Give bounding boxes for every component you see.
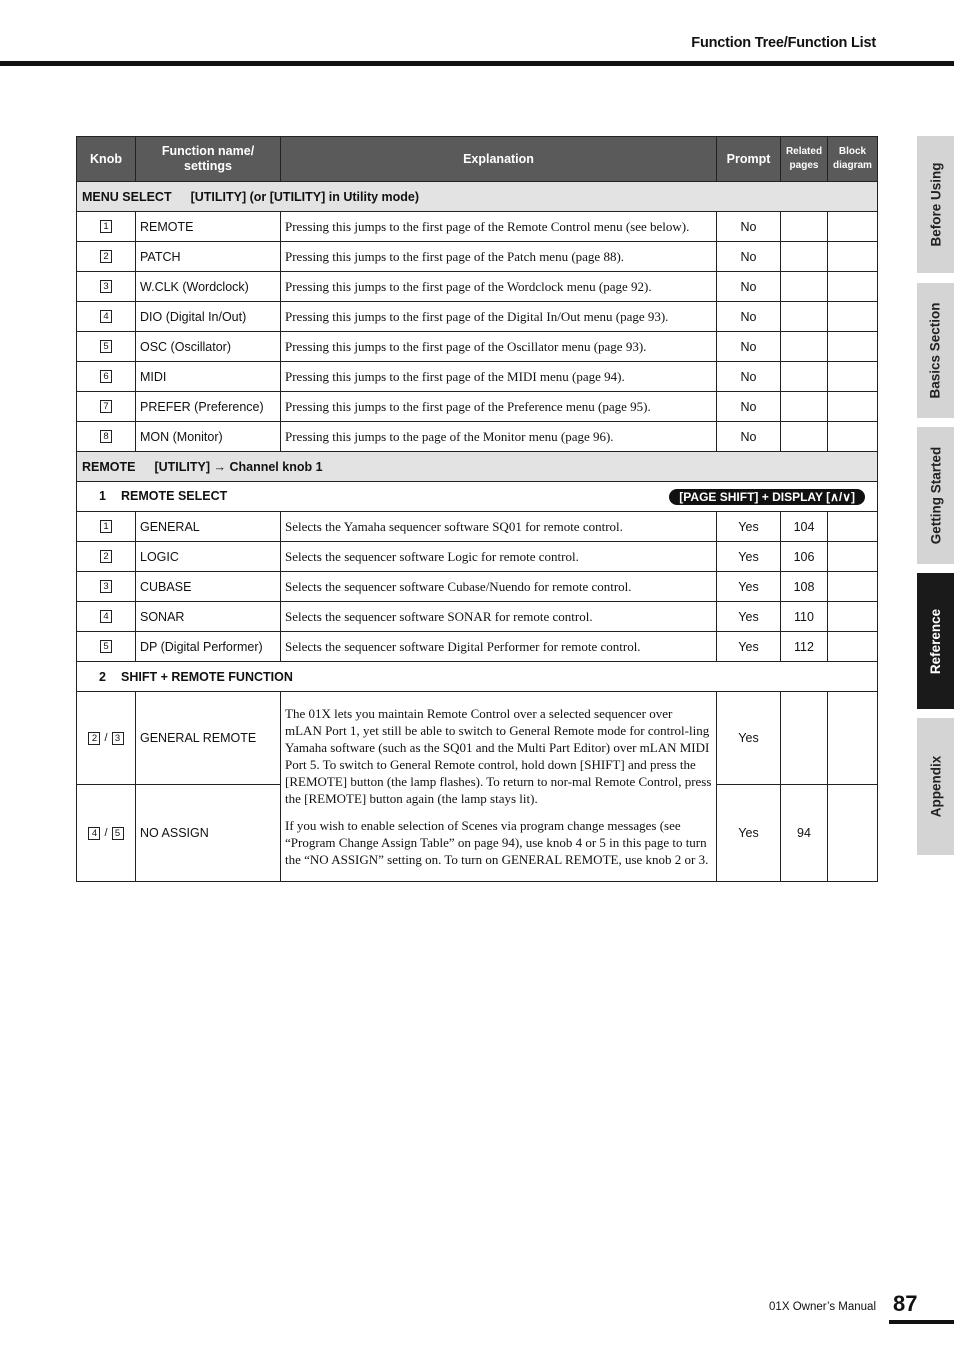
subsection-title: REMOTE SELECT bbox=[121, 488, 228, 503]
block-diagram bbox=[828, 785, 878, 882]
knob-number: 4 bbox=[88, 827, 100, 840]
section-row bbox=[77, 452, 878, 482]
prompt: No bbox=[717, 212, 781, 242]
col-related-pages: Related pages bbox=[781, 137, 828, 182]
section-title: REMOTE bbox=[82, 459, 136, 474]
related-pages bbox=[781, 392, 828, 422]
block-diagram bbox=[828, 302, 878, 332]
related-pages: 104 bbox=[781, 512, 828, 542]
page-header-title: Function Tree/Function List bbox=[691, 35, 876, 51]
table-row bbox=[77, 632, 878, 662]
prompt: Yes bbox=[717, 692, 781, 785]
function-name: CUBASE bbox=[136, 572, 281, 602]
tab-getting-started[interactable]: Getting Started bbox=[917, 427, 954, 564]
knob-number: 6 bbox=[100, 370, 112, 383]
related-pages: 108 bbox=[781, 572, 828, 602]
prompt: Yes bbox=[717, 542, 781, 572]
related-pages: 106 bbox=[781, 542, 828, 572]
related-pages: 94 bbox=[781, 785, 828, 882]
knob-number: 7 bbox=[100, 400, 112, 413]
section-row bbox=[77, 182, 878, 212]
explanation: Selects the sequencer software Cubase/Nuendo for remote control. bbox=[281, 572, 717, 602]
related-pages bbox=[781, 212, 828, 242]
function-name: NO ASSIGN bbox=[136, 785, 281, 882]
tab-appendix[interactable]: Appendix bbox=[917, 718, 954, 855]
block-diagram bbox=[828, 632, 878, 662]
knob-number: 5 bbox=[100, 640, 112, 653]
function-name: GENERAL REMOTE bbox=[136, 692, 281, 785]
block-diagram bbox=[828, 512, 878, 542]
col-knob: Knob bbox=[77, 137, 136, 182]
knob-number: 1 bbox=[100, 220, 112, 233]
function-name: GENERAL bbox=[136, 512, 281, 542]
prompt: Yes bbox=[717, 632, 781, 662]
col-explanation: Explanation bbox=[281, 137, 717, 182]
function-name: DP (Digital Performer) bbox=[136, 632, 281, 662]
subsection-row bbox=[77, 482, 878, 512]
subsection-row bbox=[77, 662, 878, 692]
explanation: Pressing this jumps to the first page of the Oscillator menu (page 93). bbox=[281, 332, 717, 362]
page-number: 87 bbox=[893, 1291, 918, 1316]
col-block-diagram: Block diagram bbox=[828, 137, 878, 182]
prompt: No bbox=[717, 362, 781, 392]
header-rule bbox=[0, 61, 954, 66]
explanation: Pressing this jumps to the first page of the Wordclock menu (page 92). bbox=[281, 272, 717, 302]
table-row bbox=[77, 422, 878, 452]
footer-rule bbox=[889, 1320, 954, 1324]
block-diagram bbox=[828, 272, 878, 302]
explanation: Selects the Yamaha sequencer software SQ01 for remote control. bbox=[281, 512, 717, 542]
table-row bbox=[77, 602, 878, 632]
prompt: Yes bbox=[717, 572, 781, 602]
related-pages bbox=[781, 332, 828, 362]
related-pages bbox=[781, 272, 828, 302]
related-pages bbox=[781, 692, 828, 785]
block-diagram bbox=[828, 692, 878, 785]
explanation: Pressing this jumps to the first page of the Digital In/Out menu (page 93). bbox=[281, 302, 717, 332]
function-name: MIDI bbox=[136, 362, 281, 392]
key-combo-badge: [PAGE SHIFT] + DISPLAY [∧/∨] bbox=[669, 489, 865, 505]
knob-number: 4 bbox=[100, 310, 112, 323]
subsection-number: 2 bbox=[99, 669, 106, 684]
section-title: MENU SELECT bbox=[82, 189, 172, 204]
related-pages bbox=[781, 242, 828, 272]
block-diagram bbox=[828, 542, 878, 572]
knob-number: 4 bbox=[100, 610, 112, 623]
prompt: Yes bbox=[717, 512, 781, 542]
prompt: No bbox=[717, 332, 781, 362]
knob-number: 2 bbox=[100, 550, 112, 563]
explanation: Selects the sequencer software Logic for remote control. bbox=[281, 542, 717, 572]
explanation: Pressing this jumps to the page of the Monitor menu (page 96). bbox=[281, 422, 717, 452]
explanation-paragraph: If you wish to enable selection of Scenes via program change messages (see “Program Change Assign Table” on page 94), use knob 4 or 5 in this page to turn the “NO ASSIGN” setting on. To turn on GENERAL REMOTE, use knob 2 or 3. bbox=[285, 818, 709, 867]
tab-reference[interactable]: Reference bbox=[917, 573, 954, 709]
explanation: Pressing this jumps to the first page of the Patch menu (page 88). bbox=[281, 242, 717, 272]
table-row bbox=[77, 212, 878, 242]
knob-number: 1 bbox=[100, 520, 112, 533]
knob-number: 3 bbox=[100, 280, 112, 293]
function-name: W.CLK (Wordclock) bbox=[136, 272, 281, 302]
related-pages bbox=[781, 302, 828, 332]
related-pages: 112 bbox=[781, 632, 828, 662]
function-name: DIO (Digital In/Out) bbox=[136, 302, 281, 332]
knob-number: 3 bbox=[100, 580, 112, 593]
table-row bbox=[77, 332, 878, 362]
block-diagram bbox=[828, 392, 878, 422]
table-row bbox=[77, 542, 878, 572]
tab-before-using[interactable]: Before Using bbox=[917, 136, 954, 273]
prompt: No bbox=[717, 242, 781, 272]
table-row bbox=[77, 572, 878, 602]
function-name: MON (Monitor) bbox=[136, 422, 281, 452]
knob-number: 5 bbox=[112, 827, 124, 840]
block-diagram bbox=[828, 422, 878, 452]
explanation: Selects the sequencer software Digital Performer for remote control. bbox=[281, 632, 717, 662]
table-row bbox=[77, 392, 878, 422]
prompt: Yes bbox=[717, 785, 781, 882]
table-row: 2 / 3 GENERAL REMOTE The 01X lets you maintain Remote Control over a selected sequencer over mLAN Port 1, yet still be able to switch to General Remote mode for control-ling Yamaha software (such as the SQ01 and the Multi Part Editor) over mLAN MIDI Port 5. To switch to General Remote control, hold down [SHIFT] and press the [REMOTE] button (the lamp flashes). To return to nor-mal Remote Control, press the [REMOTE] button again (the lamp stays lit). If you wish to enable selection of Scenes via program change messages (see “Program Change Assign Table” on page 94), use knob 4 or 5 in this page to turn the “NO ASSIGN” setting on. To turn on GENERAL REMOTE, use knob 2 or 3. Yes bbox=[77, 692, 878, 785]
explanation-paragraph: The 01X lets you maintain Remote Control over a selected sequencer over mLAN Port 1, yet still be able to switch to General Remote mode for control-ling Yamaha software (such as the SQ01 and the Multi Part Editor) over mLAN MIDI Port 5. To switch to General Remote control, hold down [SHIFT] and press the [REMOTE] button (the lamp flashes). To return to nor-mal Remote Control, press the [REMOTE] button again (the lamp stays lit). bbox=[285, 706, 712, 806]
col-function-name: Function name/ settings bbox=[136, 137, 281, 182]
prompt: No bbox=[717, 392, 781, 422]
function-name: SONAR bbox=[136, 602, 281, 632]
section-path: [UTILITY] → Channel knob 1 bbox=[154, 459, 323, 474]
block-diagram bbox=[828, 212, 878, 242]
explanation: Pressing this jumps to the first page of the Preference menu (page 95). bbox=[281, 392, 717, 422]
knob-number: 8 bbox=[100, 430, 112, 443]
explanation bbox=[281, 692, 717, 882]
block-diagram bbox=[828, 332, 878, 362]
explanation: Pressing this jumps to the first page of the MIDI menu (page 94). bbox=[281, 362, 717, 392]
knob-number: 2 bbox=[88, 732, 100, 745]
function-name: PREFER (Preference) bbox=[136, 392, 281, 422]
subsection-number: 1 bbox=[99, 488, 106, 503]
explanation: Pressing this jumps to the first page of the Remote Control menu (see below). bbox=[281, 212, 717, 242]
table-row bbox=[77, 302, 878, 332]
related-pages bbox=[781, 362, 828, 392]
subsection-title: SHIFT + REMOTE FUNCTION bbox=[121, 669, 293, 684]
function-table bbox=[76, 136, 878, 882]
function-name: REMOTE bbox=[136, 212, 281, 242]
footer-manual-title: 01X Owner’s Manual bbox=[769, 1301, 876, 1313]
knob-number: 5 bbox=[100, 340, 112, 353]
knob-number: 2 bbox=[100, 250, 112, 263]
prompt: No bbox=[717, 422, 781, 452]
function-name: LOGIC bbox=[136, 542, 281, 572]
related-pages bbox=[781, 422, 828, 452]
table-row bbox=[77, 362, 878, 392]
table-row: 4 / 5 NO ASSIGN Yes 94 bbox=[77, 785, 878, 882]
table-row bbox=[77, 242, 878, 272]
table-row bbox=[77, 272, 878, 302]
knob-number: 3 bbox=[112, 732, 124, 745]
table-row bbox=[77, 512, 878, 542]
function-name: OSC (Oscillator) bbox=[136, 332, 281, 362]
block-diagram bbox=[828, 362, 878, 392]
function-name: PATCH bbox=[136, 242, 281, 272]
related-pages: 110 bbox=[781, 602, 828, 632]
col-prompt: Prompt bbox=[717, 137, 781, 182]
tab-basics-section[interactable]: Basics Section bbox=[917, 283, 954, 418]
prompt: No bbox=[717, 302, 781, 332]
block-diagram bbox=[828, 242, 878, 272]
block-diagram bbox=[828, 572, 878, 602]
explanation: Selects the sequencer software SONAR for remote control. bbox=[281, 602, 717, 632]
prompt: No bbox=[717, 272, 781, 302]
section-path: [UTILITY] (or [UTILITY] in Utility mode) bbox=[190, 189, 420, 204]
block-diagram bbox=[828, 602, 878, 632]
prompt: Yes bbox=[717, 602, 781, 632]
